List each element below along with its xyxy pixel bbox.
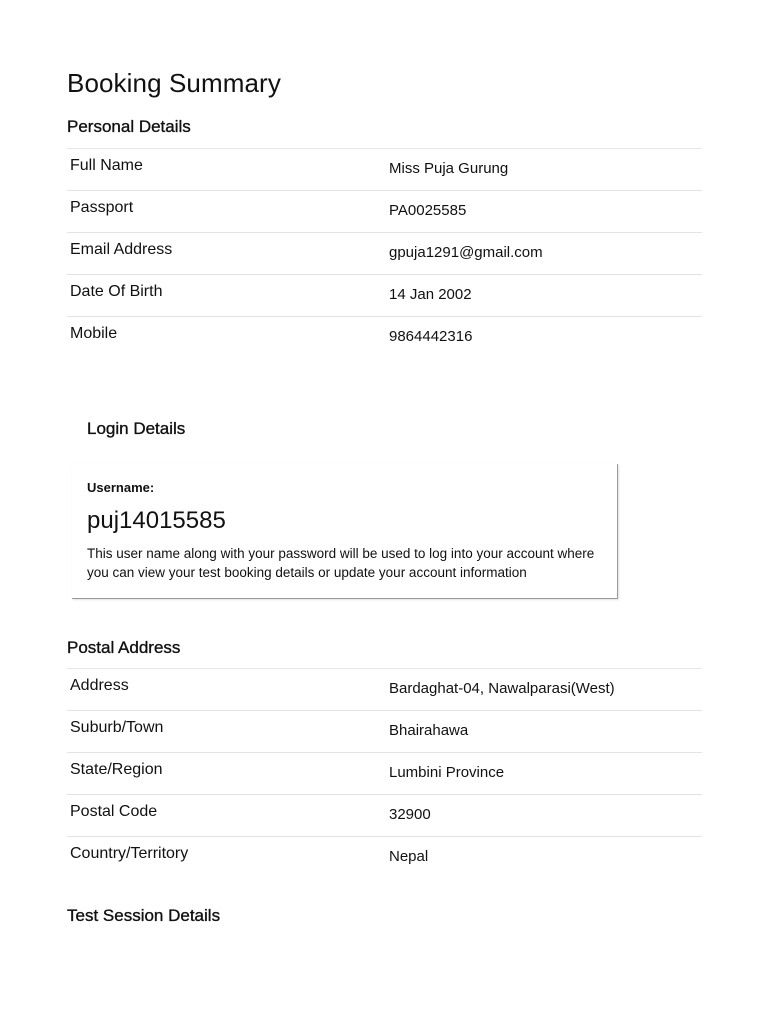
table-row-passport	[67, 191, 702, 233]
row-label: Date Of Birth	[70, 283, 163, 300]
row-label: Email Address	[70, 241, 173, 258]
postal-address-heading: Postal Address	[67, 638, 181, 657]
row-value: Nepal	[389, 848, 429, 865]
row-value: 14 Jan 2002	[389, 286, 472, 303]
row-value: 9864442316	[389, 328, 473, 345]
table-row-suburb	[67, 711, 702, 753]
test-session-heading: Test Session Details	[67, 906, 221, 925]
row-label: Mobile	[70, 325, 118, 342]
username-note: This user name along with your password will be used to log into your account where you can view your test booking details or update your account information	[87, 546, 595, 580]
row-value: Bardaghat-04, Nawalparasi(West)	[389, 680, 615, 697]
table-row-country	[67, 837, 702, 878]
table-row-email	[67, 233, 702, 275]
row-label: Country/Territory	[70, 845, 189, 862]
personal-details-table	[67, 148, 702, 358]
row-label: Postal Code	[70, 803, 158, 820]
row-label: Address	[70, 677, 129, 694]
row-label: Full Name	[70, 157, 143, 174]
row-value: Bhairahawa	[389, 722, 469, 739]
postal-address-table	[67, 668, 702, 878]
row-value: PA0025585	[389, 202, 467, 219]
row-value: 32900	[389, 806, 431, 823]
table-row-date-of-birth	[67, 275, 702, 317]
table-row-postal-code	[67, 795, 702, 837]
table-row-full-name	[67, 149, 702, 191]
username-label: Username:	[87, 480, 155, 495]
personal-details-heading: Personal Details	[67, 117, 191, 136]
row-label: State/Region	[70, 761, 163, 778]
username-value: puj14015585	[87, 507, 226, 534]
row-label: Suburb/Town	[70, 719, 164, 736]
row-value: Lumbini Province	[389, 764, 505, 781]
table-row-address	[67, 669, 702, 711]
table-row-state	[67, 753, 702, 795]
login-details-heading: Login Details	[87, 419, 186, 438]
row-label: Passport	[70, 199, 134, 216]
login-details-card	[72, 464, 618, 599]
page-title: Booking Summary	[67, 68, 281, 98]
row-value: gpuja1291@gmail.com	[389, 244, 543, 261]
table-row-mobile	[67, 317, 702, 358]
row-value: Miss Puja Gurung	[389, 160, 509, 177]
